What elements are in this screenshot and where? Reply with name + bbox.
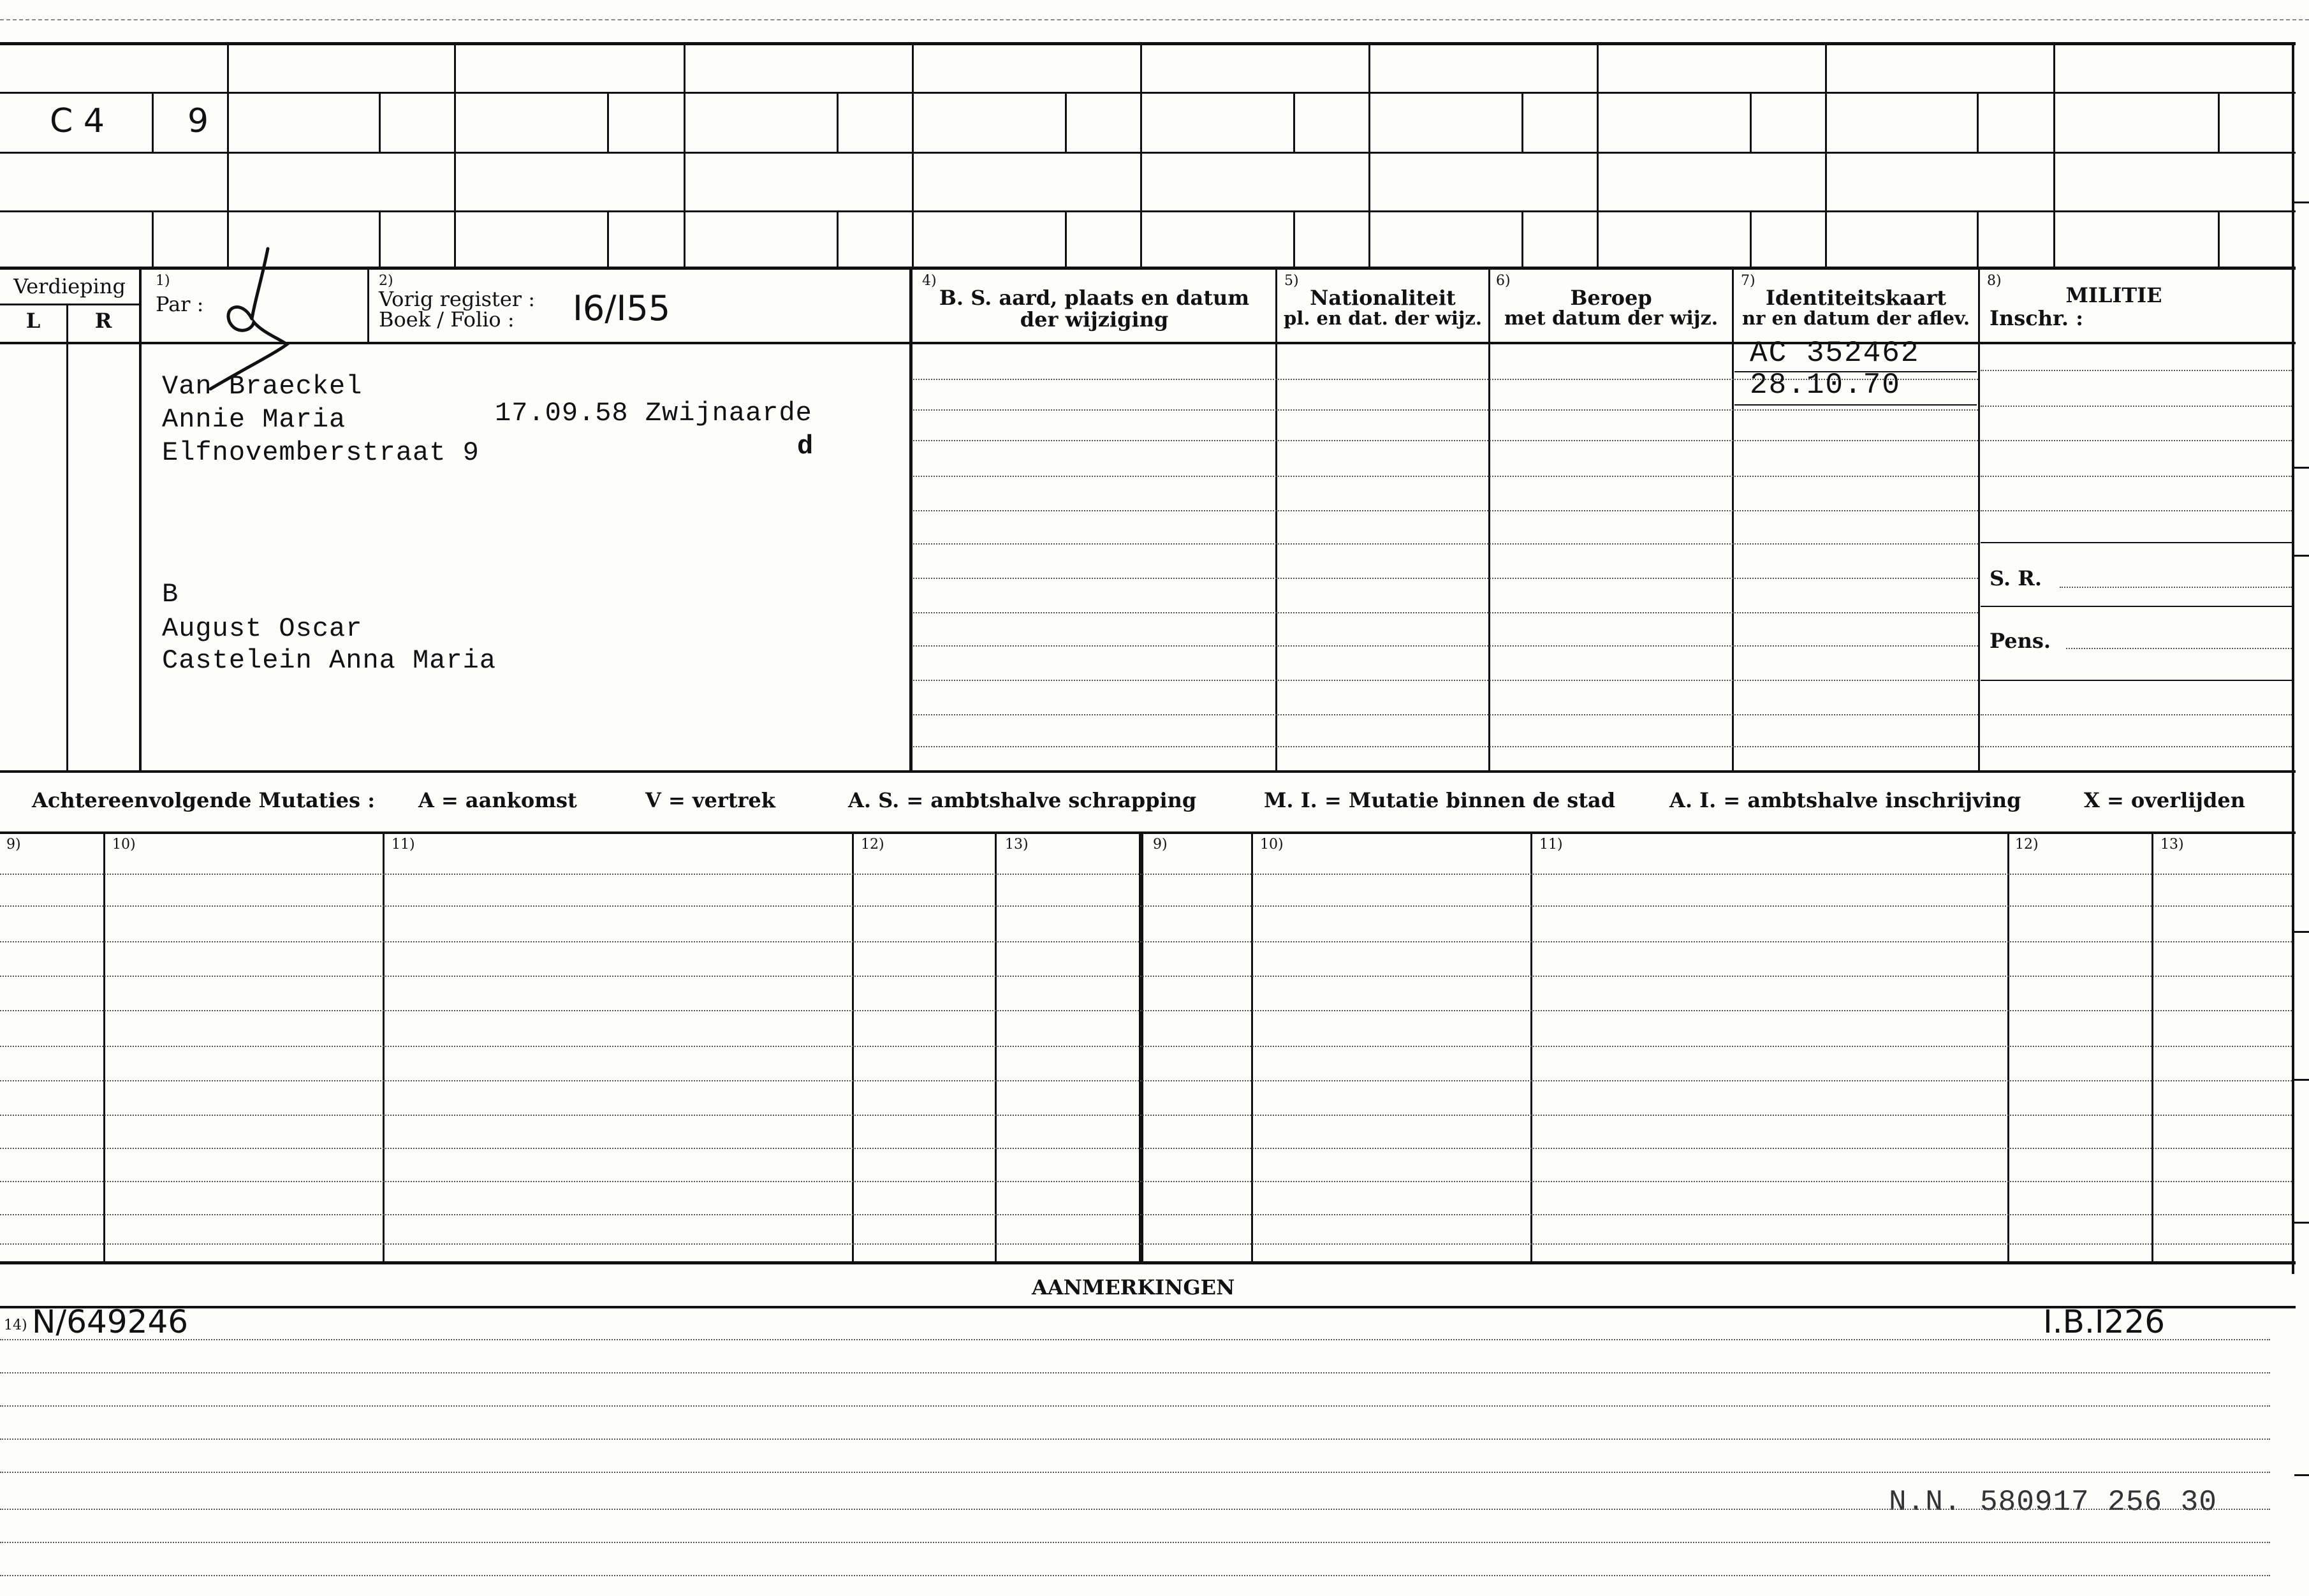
verdieping-left-label: L	[26, 309, 41, 333]
mutaties-col-9-right: 9)	[1153, 837, 1168, 853]
person-first-names: Annie Maria	[162, 404, 346, 435]
row-line	[913, 746, 1978, 747]
row-line	[1981, 714, 2292, 715]
verdieping-label: Verdieping	[13, 274, 126, 298]
mutaties-col-line	[2151, 833, 2153, 1261]
grid-line	[2218, 212, 2220, 267]
mutaties-title: Achtereenvolgende Mutaties :	[32, 788, 375, 812]
grid-line	[454, 42, 456, 267]
mutaties-col-13-right: 13)	[2160, 837, 2184, 853]
column-line	[1275, 268, 1277, 772]
grid-line	[0, 92, 2296, 94]
nn-number: N.N. 580917 256 30	[1889, 1486, 2217, 1519]
aanmerkingen-line	[0, 1306, 2296, 1308]
col-num-6: 6)	[1496, 273, 1511, 289]
header-top-border	[0, 267, 2296, 270]
inschr-label: Inschr. :	[1990, 306, 2084, 330]
grid-line	[1521, 93, 1523, 152]
aanmerkingen-title: AANMERKINGEN	[1032, 1275, 1235, 1299]
row-line	[913, 680, 1978, 681]
header-bottom-border	[0, 342, 2296, 344]
margin-tick	[2294, 931, 2309, 933]
grid-line	[1521, 212, 1523, 267]
aanmerkingen-ref: I.B.I226	[2043, 1303, 2166, 1340]
row-line	[1981, 370, 2292, 371]
grid-line	[152, 212, 154, 267]
legend-schrapping: A. S. = ambtshalve schrapping	[848, 788, 1197, 812]
mutaties-row-line	[0, 1115, 2292, 1116]
mutaties-row-line	[0, 1046, 2292, 1047]
mutaties-row-line	[0, 1181, 2292, 1182]
grid-line	[607, 93, 609, 152]
column-line	[1732, 268, 1734, 772]
par-mark-drawing	[191, 242, 319, 395]
grid-line	[1140, 42, 1142, 267]
legend-aankomst: A = aankomst	[418, 788, 577, 812]
mutaties-row-line	[0, 1214, 2292, 1215]
margin-tick	[2294, 1079, 2309, 1081]
mutaties-col-line	[103, 833, 105, 1261]
grid-line	[2218, 93, 2220, 152]
beroep-label: Beroep	[1570, 286, 1652, 310]
pens-divider	[1981, 606, 2292, 607]
grid-line	[837, 93, 839, 152]
grid-line	[0, 152, 2296, 154]
aanmerkingen-row-line	[0, 1372, 2270, 1373]
mutaties-top	[0, 831, 2296, 834]
militie-title: MILITIE	[2065, 283, 2162, 307]
mutaties-col-12-right: 12)	[2015, 837, 2039, 853]
grid-line	[152, 93, 154, 152]
aanmerkingen-row-line	[0, 1439, 2270, 1440]
aanmerkingen-entry: N/649246	[32, 1303, 189, 1340]
margin-tick	[2294, 201, 2309, 203]
col-num-2: 2)	[379, 273, 393, 289]
row-line	[913, 578, 1978, 579]
mutaties-row-line	[0, 874, 2292, 875]
grid-line	[1597, 42, 1599, 267]
scan-edge	[0, 19, 2309, 20]
verdieping-right-label: R	[94, 309, 112, 333]
row-line	[913, 612, 1978, 613]
row-line	[1981, 746, 2292, 747]
row-line	[1981, 510, 2292, 511]
nationaliteit-label: Nationaliteit	[1310, 286, 1456, 310]
column-line	[139, 268, 142, 772]
mutaties-row-line	[0, 1243, 2292, 1245]
grid-line	[1065, 93, 1067, 152]
grid-line	[0, 210, 2296, 212]
column-line	[367, 268, 369, 343]
margin-tick	[2294, 1222, 2309, 1224]
bs-label: B. S. aard, plaats en datum	[939, 286, 1250, 310]
column-line	[1488, 268, 1490, 772]
militie-divider	[1981, 680, 2292, 681]
column-line	[66, 304, 68, 772]
grid-line	[2053, 42, 2055, 267]
row-line	[913, 510, 1978, 511]
person-mother: Castelein Anna Maria	[162, 645, 497, 676]
column-line	[909, 268, 913, 772]
sr-divider	[1981, 542, 2292, 543]
pens-label: Pens.	[1990, 629, 2051, 653]
grid-line	[379, 212, 381, 267]
row-line	[2066, 648, 2292, 649]
mutaties-row-line	[0, 1148, 2292, 1149]
row-line	[913, 476, 1978, 477]
row-line	[1981, 476, 2292, 477]
identiteitskaart-label: Identiteitskaart	[1765, 286, 1947, 310]
col-num-4: 4)	[922, 273, 937, 289]
aanmerkingen-row-line	[0, 1575, 2270, 1576]
row-line	[913, 409, 1978, 411]
aanmerkingen-row-line	[0, 1339, 2270, 1340]
row-line	[1981, 440, 2292, 441]
row-line	[913, 543, 1978, 545]
grid-line	[1825, 42, 1827, 267]
id-underline	[1734, 404, 1977, 406]
margin-tick	[2294, 1474, 2309, 1476]
person-surname: Van Braeckel	[162, 371, 363, 402]
mutaties-col-11-right: 11)	[1539, 837, 1563, 853]
mutaties-col-13: 13)	[1005, 837, 1029, 853]
id-card-date: 28.10.70	[1750, 369, 1901, 402]
mutaties-row-line	[0, 976, 2292, 977]
aanmerkingen-row-line	[0, 1472, 2270, 1473]
grid-line	[1977, 93, 1979, 152]
aanmerkingen-num: 14)	[4, 1317, 27, 1333]
row-line	[913, 440, 1978, 441]
mutaties-col-9: 9)	[6, 837, 21, 853]
grid-line	[1750, 212, 1752, 267]
mutaties-row-line	[0, 905, 2292, 907]
mutaties-center-line	[1139, 833, 1143, 1261]
grid-line	[837, 212, 839, 267]
legend-overlijden: X = overlijden	[2084, 788, 2245, 812]
mutaties-col-line	[852, 833, 854, 1261]
grid-line	[607, 212, 609, 267]
grid-line	[1368, 42, 1370, 267]
person-marker: B	[162, 579, 179, 610]
grid-line	[684, 42, 685, 267]
grid-line	[1293, 93, 1295, 152]
person-father: August Oscar	[162, 613, 363, 644]
verdieping-divider	[0, 304, 142, 305]
mutaties-col-11: 11)	[392, 837, 415, 853]
person-address: Elfnovemberstraat 9	[162, 437, 480, 468]
mutaties-row-line	[0, 1010, 2292, 1011]
bs-label-2: der wijziging	[1020, 307, 1169, 332]
mutaties-col-line	[995, 833, 997, 1261]
mutaties-col-line	[2007, 833, 2009, 1261]
legend-vertrek: V = vertrek	[645, 788, 775, 812]
mutaties-row-line	[0, 941, 2292, 942]
col-num-7: 7)	[1741, 273, 1756, 289]
nationaliteit-sub-label: pl. en dat. der wijz.	[1284, 307, 1482, 329]
person-birth: 17.09.58 Zwijnaarde	[495, 398, 812, 428]
col-num-5: 5)	[1284, 273, 1299, 289]
id-card-number: AC 352462	[1750, 337, 1920, 370]
grid-line	[912, 42, 914, 267]
vorig-register-value: I6/I55	[573, 288, 671, 328]
legend-mutatie-stad: M. I. = Mutatie binnen de stad	[1264, 788, 1616, 812]
column-line	[1978, 268, 1980, 772]
aanmerkingen-row-line	[0, 1405, 2270, 1407]
sr-label: S. R.	[1990, 566, 2042, 590]
code-b: 9	[187, 102, 209, 140]
mutaties-col-10-right: 10)	[1260, 837, 1284, 853]
identiteitskaart-sub-label: nr en datum der aflev.	[1742, 307, 1970, 329]
grid-line	[1977, 212, 1979, 267]
row-line	[913, 714, 1978, 715]
mutaties-row-line	[0, 1080, 2292, 1081]
mutaties-col-line	[383, 833, 385, 1261]
legend-inschrijving: A. I. = ambtshalve inschrijving	[1669, 788, 2021, 812]
grid-line	[1750, 93, 1752, 152]
margin-tick	[2294, 555, 2309, 557]
grid-line	[1293, 212, 1295, 267]
row-line	[2060, 587, 2292, 588]
row-line	[1981, 406, 2292, 407]
mutaties-bottom	[0, 1261, 2296, 1264]
code-a: C 4	[50, 102, 105, 140]
grid-line	[227, 42, 229, 267]
top-border	[0, 42, 2296, 45]
par-label: Par :	[156, 292, 204, 316]
col-num-8: 8)	[1987, 273, 2002, 289]
row-line	[913, 645, 1978, 647]
aanmerkingen-row-line	[0, 1509, 2270, 1510]
mutaties-col-line	[1251, 833, 1253, 1261]
mutaties-col-12: 12)	[861, 837, 884, 853]
grid-line	[1065, 212, 1067, 267]
boek-folio-label: Boek / Folio :	[379, 307, 515, 332]
right-border	[2292, 42, 2294, 1274]
mutaties-col-10: 10)	[112, 837, 136, 853]
vorig-register-label: Vorig register :	[379, 287, 536, 311]
legend-top	[0, 770, 2296, 773]
mutaties-col-line	[1530, 833, 1532, 1261]
col-num-1: 1)	[156, 273, 170, 289]
aanmerkingen-row-line	[0, 1542, 2270, 1543]
margin-tick	[2294, 467, 2309, 469]
beroep-sub-label: met datum der wijz.	[1504, 307, 1719, 330]
grid-line	[379, 93, 381, 152]
person-sex: d	[797, 431, 814, 462]
